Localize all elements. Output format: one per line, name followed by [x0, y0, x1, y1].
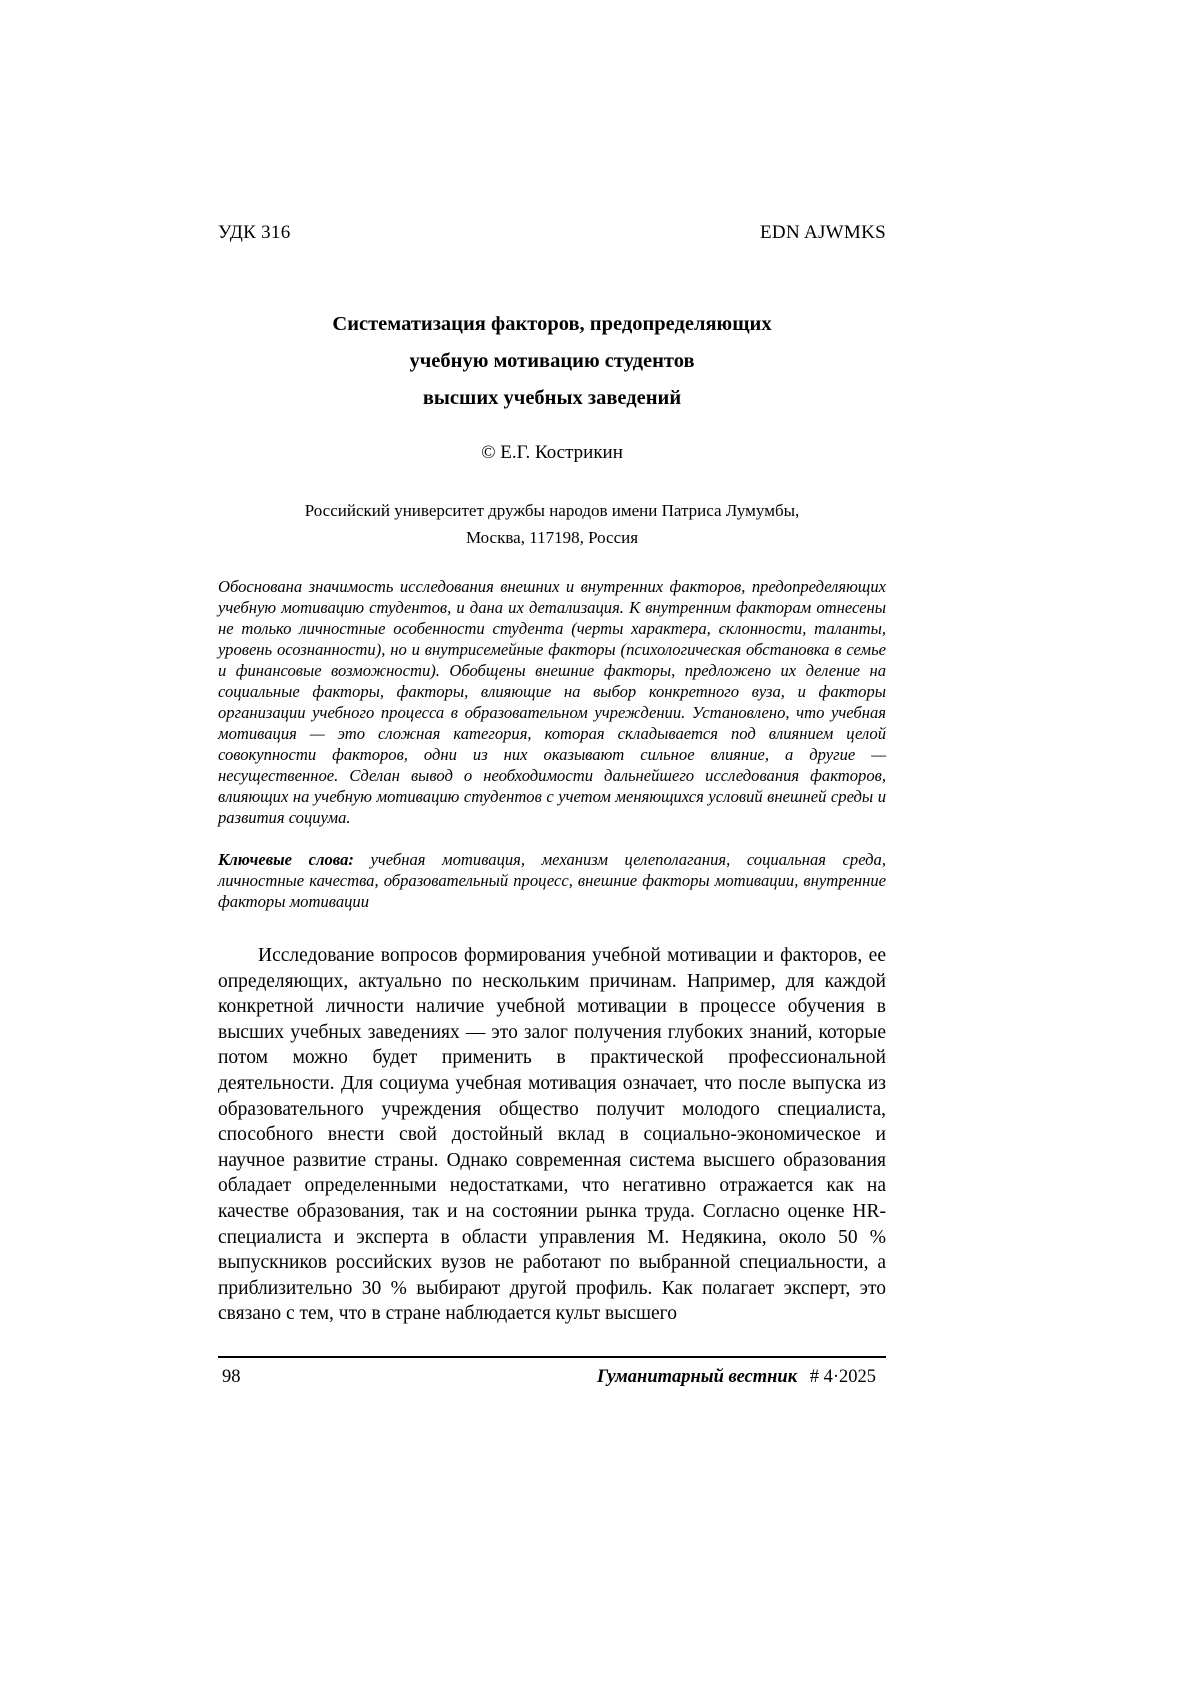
article-title-line: высших учебных заведений: [422, 387, 682, 409]
keywords-label: Ключевые слова:: [218, 850, 354, 869]
page-number: 98: [222, 1367, 241, 1387]
article-body: [218, 943, 886, 1327]
article-title: [218, 306, 886, 417]
affiliation-line: Российский университет дружбы народов имени Патриса Лумумбы,: [304, 501, 800, 520]
udc-code: УДК 316: [218, 222, 291, 243]
journal-line: [597, 1367, 876, 1388]
keywords-text: учебная мотивация, механизм целеполагания, социальная среда, личностные качества, образовательный процесс, внешние факторы мотивации, внутренние факторы мотивации: [218, 850, 886, 911]
journal-issue: # 4·2025: [809, 1367, 876, 1387]
abstract: Обоснована значимость исследования внешних и внутренних факторов, предопределяющих учебную мотивацию студентов, и дана их детализация. К внутренним факторам отнесены не только личностные особенности студента (черты характера, склонности, таланты, уровень осознанности), но и внутрисемейные факторы (психологическая обстановка в семье и финансовые возможности). Обобщены внешние факторы, предложено их деление на социальные факторы, факторы, влияющие на выбор конкретного вуза, и факторы организации учебного процесса в образовательном учреждении. Установлено, что учебная мотивация — это сложная категория, которая складывается под влиянием целой совокупности факторов, одни из них оказывают сильное влияние, а другие — несущественное. Сделан вывод о необходимости дальнейшего исследования факторов, влияющих на учебную мотивацию студентов с учетом меняющихся условий внешней среды и развития социума.: [218, 577, 886, 827]
document-header: [218, 222, 886, 244]
affiliation-line: Москва, 117198, Россия: [465, 528, 639, 547]
page-footer: [218, 1356, 886, 1391]
footer-inner: [218, 1367, 886, 1391]
body-paragraph: Исследование вопросов формирования учебной мотивации и факторов, ее определяющих, актуально по нескольким причинам. Например, для каждой конкретной личности наличие учебной мотивации в процессе обучения в высших учебных заведениях — это залог получения глубоких знаний, которые потом можно будет применить в практической профессиональной деятельности. Для социума учебная мотивация означает, что после выпуска из образовательного учреждения общество получит молодого специалиста, способного внести свой достойный вклад в социально-экономическое и научное развитие страны. Однако современная система высшего образования обладает определенными недостатками, что негативно отражается как на качестве образования, так и на состоянии рынка труда. Согласно оценке HR-специалиста и эксперта в области управления М. Недякина, около 50 % выпускников российских вузов не работают по выбранной специальности, а приблизительно 30 % выбирают другой профиль. Как полагает эксперт, это связано с тем, что в стране наблюдается культ высшего: [218, 945, 886, 1325]
affiliation: [218, 497, 886, 551]
page-content: [218, 222, 886, 1327]
edn-code: EDN AJWMKS: [760, 222, 886, 243]
article-title-line: Систематизация факторов, предопределяющих: [332, 313, 772, 335]
keywords-block: [218, 849, 886, 912]
article-title-line: учебную мотивацию студентов: [409, 350, 695, 372]
journal-name: Гуманитарный вестник: [597, 1367, 798, 1387]
author-line: © Е.Г. Кострикин: [481, 442, 623, 463]
